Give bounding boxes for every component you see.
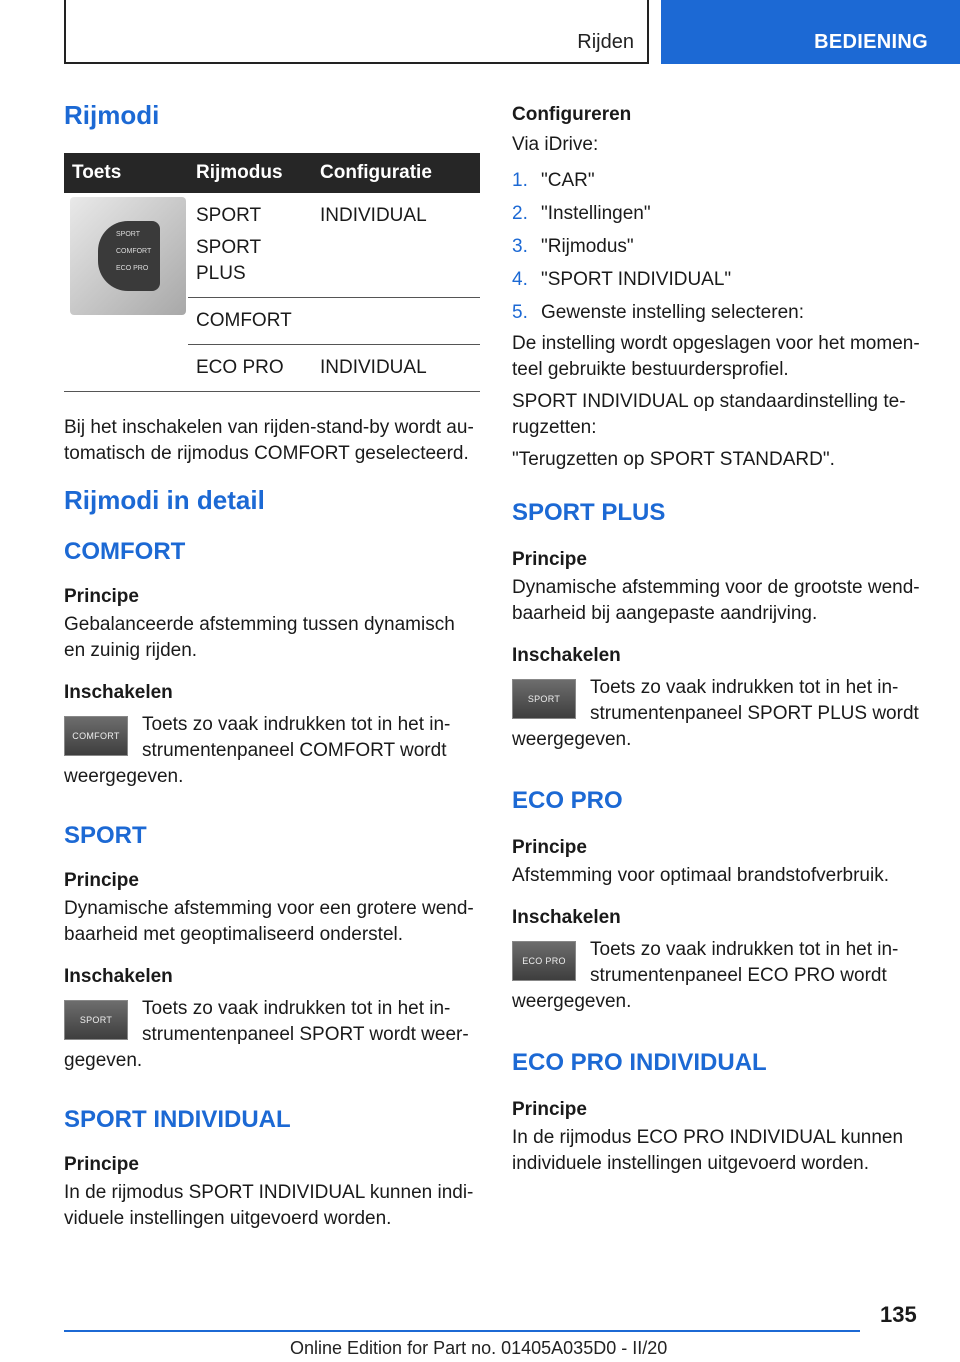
sport-plus-button-label: SPORT <box>527 694 561 704</box>
eco-pro-button-label: ECO PRO <box>522 956 566 966</box>
eco-pro-title: ECO PRO <box>512 787 623 814</box>
intro-text: Bij het inschakelen van rijden-stand-by wordt au-tomatisch de rijmodus COMFORT geselecteerd. <box>64 417 474 464</box>
list-item: 5. Gewenste instelling selecteren: <box>512 302 804 323</box>
config-title: Configureren <box>512 104 632 125</box>
table-cell-button-image <box>64 193 188 392</box>
page-title: Rijmodi <box>64 100 160 130</box>
config-text-1: De instelling wordt opgeslagen voor het momen-teel gebruikte bestuurdersprofiel. <box>512 333 920 380</box>
header-chapter: BEDIENING <box>814 31 928 53</box>
config-steps <box>512 168 927 326</box>
table-cell-config <box>312 345 480 392</box>
page-number: 135 <box>880 1302 917 1327</box>
eco-pro-principle: Afstemming voor optimaal brandstofverbruik. <box>512 865 889 886</box>
config-text-2: SPORT INDIVIDUAL op standaardinstelling te-rugzetten: <box>512 391 906 438</box>
list-item: 4. "SPORT INDIVIDUAL" <box>512 269 732 290</box>
right-column <box>512 104 927 1177</box>
eco-pro-individual-principle: In de rijmodus ECO PRO INDIVIDUAL kunnen individuele instellingen uitgevoerd worden. <box>512 1127 904 1174</box>
comfort-principle: Gebalanceerde afstemming tussen dynamisch en zuinig rijden. <box>64 614 455 661</box>
table-row-config: INDIVIDUAL <box>320 205 427 226</box>
sport-plus-switch-label: Inschakelen <box>512 645 621 666</box>
driving-modes-table <box>64 153 480 392</box>
sport-switch-text: Toets zo vaak indrukken tot in het in-strumentenpaneel SPORT wordt weer-gegeven. <box>64 998 469 1071</box>
eco-pro-individual-title: ECO PRO INDIVIDUAL <box>512 1049 767 1076</box>
eco-pro-button-icon <box>512 941 576 981</box>
table-cell-mode <box>188 345 312 392</box>
steering-wheel-buttons-image <box>70 197 186 315</box>
list-item: 2. "Instellingen" <box>512 203 651 224</box>
edition-note: Online Edition for Part no. 01405A035D0 - II/20 <box>290 1338 668 1358</box>
eco-pro-switch-text: Toets zo vaak indrukken tot in het in-strumentenpaneel ECO PRO wordt weergegeven. <box>512 939 899 1012</box>
sport-title: SPORT <box>64 822 147 849</box>
eco-pro-individual-principle-label: Principe <box>512 1099 587 1120</box>
eco-pro-switch-label: Inschakelen <box>512 907 621 928</box>
footer-divider <box>64 1330 860 1332</box>
sport-individual-title: SPORT INDIVIDUAL <box>64 1106 291 1133</box>
comfort-button-icon <box>64 716 128 756</box>
table-row-mode: COMFORT <box>196 310 292 331</box>
list-item: 3. "Rijmodus" <box>512 236 634 257</box>
sport-plus-button-icon <box>512 679 576 719</box>
sport-plus-principle: Dynamische afstemming voor de grootste wend-baarheid bij aangepaste aandrijving. <box>512 577 920 624</box>
wheel-button-label: COMFORT <box>116 248 152 255</box>
sport-plus-switch-text: Toets zo vaak indrukken tot in het in-strumentenpaneel SPORT PLUS wordt weergegeven. <box>512 677 919 750</box>
left-column <box>64 100 479 1232</box>
table-cell-config <box>312 298 480 345</box>
table-cell-mode <box>188 298 312 345</box>
header-section: Rijden <box>577 31 634 53</box>
config-text-3: "Terugzetten op SPORT STANDARD". <box>512 449 835 470</box>
header-section-box <box>64 0 649 64</box>
config-via: Via iDrive: <box>512 134 599 155</box>
table-header: Toets <box>64 153 188 193</box>
sport-plus-principle-label: Principe <box>512 549 587 570</box>
table-header: Configuratie <box>312 153 480 193</box>
table-cell-mode <box>188 193 312 298</box>
table-row-mode: SPORT PLUS <box>196 237 261 284</box>
wheel-button-label: ECO PRO <box>116 265 149 272</box>
comfort-switch-label: Inschakelen <box>64 682 173 703</box>
table-row-config: INDIVIDUAL <box>320 357 427 378</box>
comfort-switch-text: Toets zo vaak indrukken tot in het in-strumentenpaneel COMFORT wordt weergegeven. <box>64 714 451 787</box>
eco-pro-principle-label: Principe <box>512 837 587 858</box>
sport-individual-principle-label: Principe <box>64 1154 139 1175</box>
detail-title: Rijmodi in detail <box>64 485 265 515</box>
table-header: Rijmodus <box>188 153 312 193</box>
header-chapter-box <box>661 0 960 64</box>
sport-principle-label: Principe <box>64 870 139 891</box>
sport-individual-principle: In de rijmodus SPORT INDIVIDUAL kunnen indi-viduele instellingen uitgevoerd worden. <box>64 1182 474 1229</box>
sport-button-label: SPORT <box>79 1015 113 1025</box>
comfort-principle-label: Principe <box>64 586 139 607</box>
wheel-button-label: SPORT <box>116 231 140 238</box>
comfort-title: COMFORT <box>64 538 186 565</box>
sport-plus-title: SPORT PLUS <box>512 499 666 526</box>
list-item: 1. "CAR" <box>512 170 595 191</box>
table-row-mode: SPORT <box>196 205 262 226</box>
sport-switch-label: Inschakelen <box>64 966 173 987</box>
sport-button-icon <box>64 1000 128 1040</box>
sport-principle: Dynamische afstemming voor een grotere wend-baarheid met geoptimaliseerd onderstel. <box>64 898 474 945</box>
table-row-mode: ECO PRO <box>196 357 284 378</box>
table-cell-config <box>312 193 480 298</box>
comfort-button-label: COMFORT <box>72 731 120 741</box>
